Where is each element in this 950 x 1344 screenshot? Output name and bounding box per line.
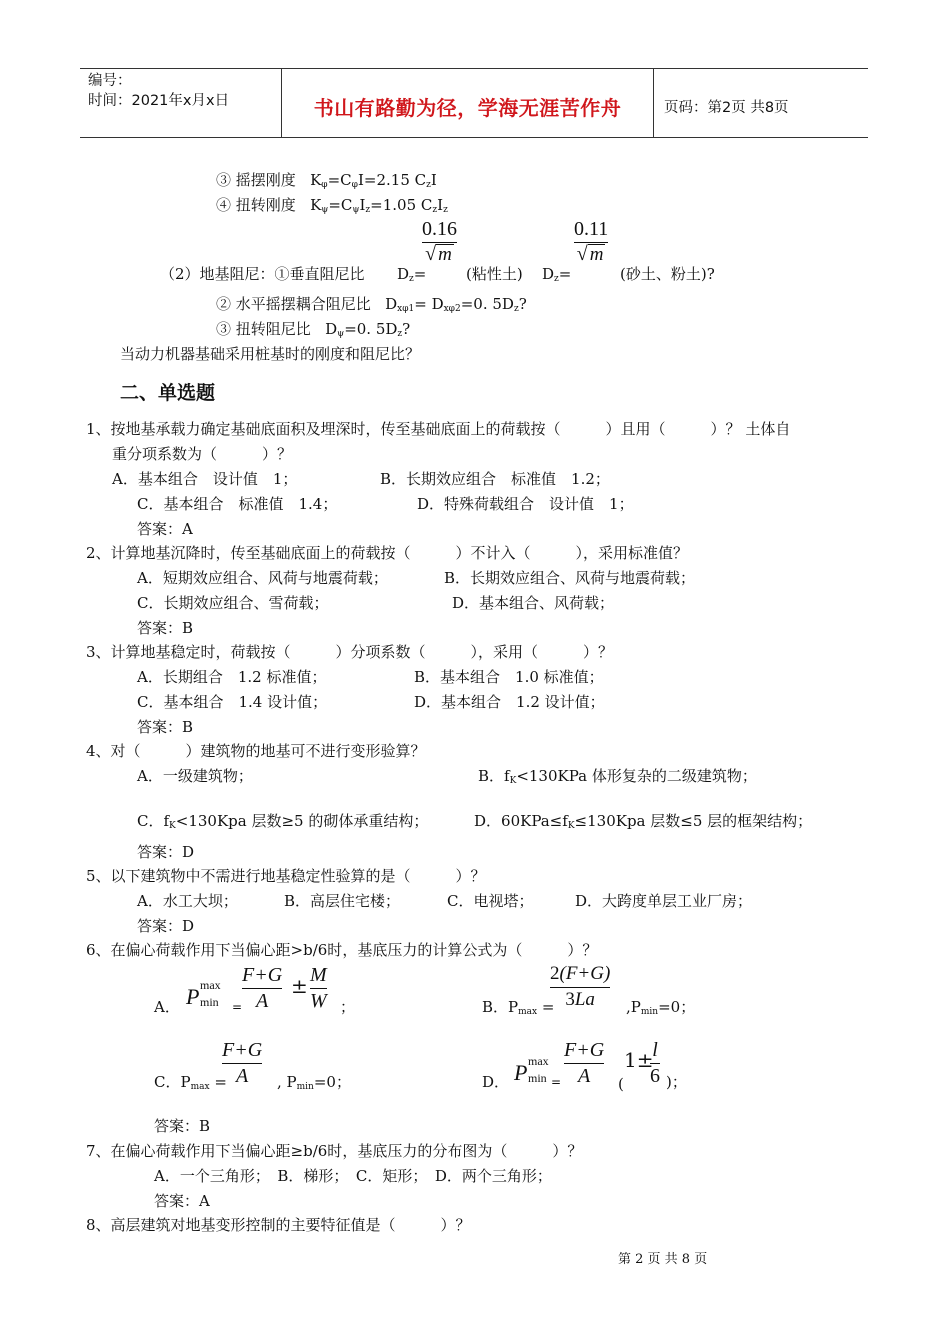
q7-options: A．一个三角形； B．梯形； C．矩形； D．两个三角形； bbox=[154, 1167, 552, 1185]
q1-option-a: A．基本组合 设计值 1； bbox=[112, 470, 298, 488]
q5-option-a: A．水工大坝； bbox=[137, 892, 238, 910]
horizontal-damping: ② 水平摇摆耦合阻尼比 $D_{x\varphi 1}= D_{x\varphi 2}=0$. $5D_z$? bbox=[216, 295, 527, 314]
pmin-zero: $,P_{min}=0$； bbox=[626, 998, 696, 1017]
q1-option-d: D．特殊荷载组合 设计值 1； bbox=[417, 495, 634, 513]
q1-option-b: B．长期效应组合 标准值 1.2； bbox=[380, 470, 610, 488]
fraction-f-g-over-a-d: F+G A bbox=[564, 1039, 605, 1087]
q2-answer: 答案：B bbox=[137, 619, 194, 637]
header-meta bbox=[80, 69, 282, 137]
fraction-m-over-w: M W bbox=[310, 964, 327, 1012]
header-motto-cell bbox=[282, 69, 654, 137]
q6-option-a-label: A． bbox=[154, 998, 180, 1016]
q6-option-c-label: C．$P_{max}$ = bbox=[154, 1073, 227, 1092]
fraction-numerator: 0.16 bbox=[422, 218, 457, 240]
q3-answer: 答案：B bbox=[137, 718, 194, 736]
torsion-label: ④ 扭转刚度 bbox=[216, 196, 296, 214]
one-plus-minus: 1± bbox=[624, 1048, 654, 1072]
q6-answer: 答案：B bbox=[154, 1117, 211, 1135]
q5-option-d: D．大跨度单层工业厂房； bbox=[575, 892, 753, 910]
question-7: 7、在偏心荷载作用下当偏心距≥b/6时，基底压力的分布图为（ ）？ bbox=[86, 1142, 583, 1160]
question-6: 6、在偏心荷载作用下当偏心距>b/6时，基底压力的计算公式为（ ）？ bbox=[86, 941, 598, 959]
damping-fraction-sand bbox=[574, 216, 608, 265]
radicand: m bbox=[438, 244, 452, 265]
p-max-min-symbol-d: P max min bbox=[514, 1054, 549, 1085]
q6-option-b-label: B．$P_{max}$ = bbox=[482, 998, 555, 1017]
semicolon: ； bbox=[340, 998, 356, 1016]
close-paren: )； bbox=[666, 1073, 687, 1091]
q5-option-c: C．电视塔； bbox=[447, 892, 534, 910]
equals-sign-d: = bbox=[551, 1075, 562, 1089]
q3-option-a: A．长期组合 1.2 标准值； bbox=[137, 668, 327, 686]
equals-sign: = bbox=[232, 1000, 243, 1014]
q4-answer: 答案：D bbox=[137, 843, 195, 861]
q2-option-a: A．短期效应组合、风荷与地震荷载； bbox=[137, 569, 388, 587]
torsion-damp-label: ③ 扭转阻尼比 bbox=[216, 320, 311, 338]
q7-answer: 答案：A bbox=[154, 1192, 210, 1210]
question-3: 3、计算地基稳定时，荷载按（ ）分项系数（ ），采用（ ）？ bbox=[86, 643, 614, 661]
fraction-numerator: 0.11 bbox=[574, 218, 609, 240]
header-page-cell bbox=[654, 69, 868, 137]
plus-minus-sign: ± bbox=[291, 974, 308, 998]
open-paren: ( bbox=[618, 1075, 624, 1093]
header-page-label: 页码：第2页 共8页 bbox=[664, 99, 789, 116]
q3-option-c: C．基本组合 1.4 设计值； bbox=[137, 693, 328, 711]
section-title: 二、单选题 bbox=[120, 382, 216, 404]
question-8: 8、高层建筑对地基变形控制的主要特征值是（ ）？ bbox=[86, 1216, 471, 1234]
number-label: 编号： bbox=[88, 73, 132, 89]
radicand: m bbox=[589, 244, 604, 265]
dz-label-1: $D_z=$ bbox=[397, 265, 427, 284]
sqrt-m: √ m bbox=[576, 243, 604, 265]
fraction-l-over-6: l 6 bbox=[650, 1039, 660, 1087]
page-footer: 第 2 页 共 8 页 bbox=[618, 1252, 708, 1267]
torsion-damping: ③ 扭转阻尼比 $D_\psi=0$. $5D_z$? bbox=[216, 320, 411, 339]
sqrt-m: √ m bbox=[425, 243, 452, 265]
rocking-stiffness: ③ 摇摆刚度 $K_\varphi=C_\varphi I=2.15$ $C_zI$ bbox=[216, 171, 437, 190]
q3-option-b: B．基本组合 1.0 标准值； bbox=[414, 668, 604, 686]
torsion-stiffness: ④ 扭转刚度 $K_\psi=C_\psi I_z=1.05$ $C_zI_z$ bbox=[216, 196, 448, 215]
p-max-min-symbol: P max min bbox=[186, 978, 221, 1009]
q4-option-a: A．一级建筑物； bbox=[137, 767, 253, 785]
question-4: 4、对（ ）建筑物的地基可不进行变形验算？ bbox=[86, 742, 426, 760]
damping-fraction-clay bbox=[422, 216, 457, 265]
question-5: 5、以下建筑物中不需进行地基稳定性验算的是（ ）？ bbox=[86, 867, 486, 885]
q2-option-b: B．长期效应组合、风荷与地震荷载； bbox=[444, 569, 696, 587]
q1-option-c: C．基本组合 标准值 1.4； bbox=[137, 495, 338, 513]
page-header bbox=[80, 68, 868, 138]
sand-note: (砂土、粉土)? bbox=[620, 265, 715, 283]
q6-option-d-label: D． bbox=[482, 1073, 510, 1091]
date-label: 时间：2021年x月x日 bbox=[88, 93, 230, 109]
q4-option-c: C．$f_K<130Kpa$ 层数≥5 的砌体承重结构； bbox=[137, 812, 429, 831]
question-2: 2、计算地基沉降时，传至基础底面上的荷载按（ ）不计入（ ），采用标准值？ bbox=[86, 544, 689, 562]
q2-option-d: D．基本组合、风荷载； bbox=[452, 594, 615, 612]
pile-question: 当动力机器基础采用桩基时的刚度和阻尼比？ bbox=[120, 345, 421, 363]
q2-option-c: C．长期效应组合、雪荷载； bbox=[137, 594, 329, 612]
question-1-line-2: 重分项系数为（ ）？ bbox=[112, 445, 293, 463]
pmin-zero-c: , $P_{min}=0$； bbox=[277, 1073, 351, 1092]
q1-answer: 答案：A bbox=[137, 520, 193, 538]
clay-note: (粘性土) bbox=[466, 265, 523, 283]
fraction-f-g-over-a: F+G A bbox=[242, 964, 283, 1012]
question-1-line-1: 1、按地基承载力确定基础底面积及埋深时，传至基础底面上的荷载按（ ）且用（ ）？ 土体自 bbox=[86, 420, 791, 438]
damping-intro: （2）地基阻尼：①垂直阻尼比 bbox=[160, 265, 365, 283]
fraction-2fg-over-3la: 2(F+G) 3La bbox=[550, 963, 611, 1010]
horizontal-label: ② 水平摇摆耦合阻尼比 bbox=[216, 295, 371, 313]
header-motto: 书山有路勤为径，学海无涯苦作舟 bbox=[313, 95, 622, 120]
rocking-label: ③ 摇摆刚度 bbox=[216, 171, 296, 189]
fraction-f-g-over-a-c: F+G A bbox=[222, 1039, 263, 1087]
q5-option-b: B．高层住宅楼； bbox=[284, 892, 401, 910]
q5-answer: 答案：D bbox=[137, 917, 195, 935]
dz-label-2: $D_z=$ bbox=[542, 265, 572, 284]
q4-option-d: D．$60KPa\le f_K\le 130Kpa$ 层数≤5 层的框架结构； bbox=[474, 812, 813, 831]
q4-option-b: B．$f_K<130KPa$ 体形复杂的二级建筑物； bbox=[478, 767, 757, 786]
q3-option-d: D．基本组合 1.2 设计值； bbox=[414, 693, 605, 711]
